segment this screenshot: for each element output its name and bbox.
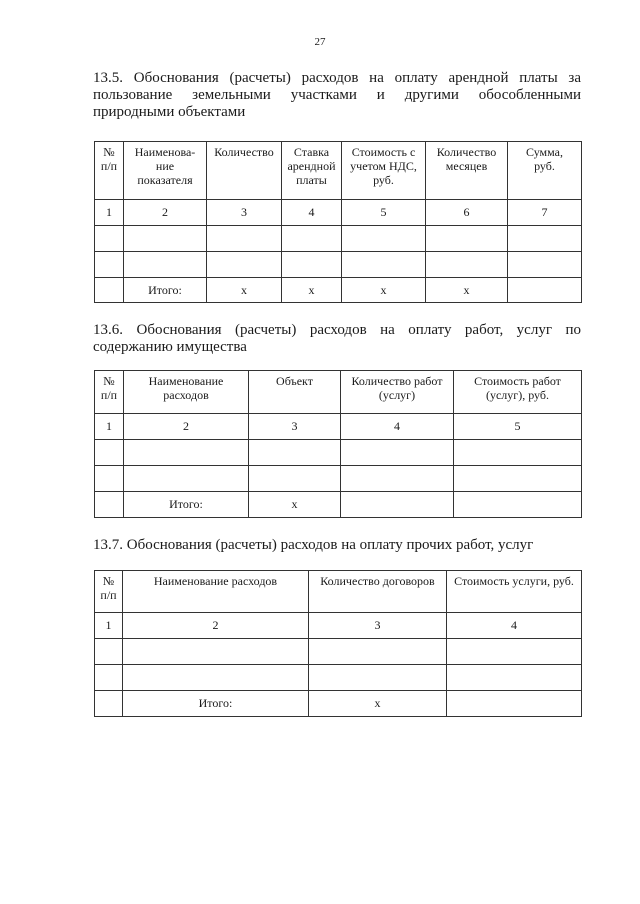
- table-index-row: [95, 200, 582, 226]
- empty-cell: [426, 252, 508, 278]
- total-cell: x: [282, 278, 342, 303]
- table-index-row: [95, 613, 582, 639]
- empty-cell: [309, 639, 447, 665]
- total-cell: x: [309, 691, 447, 717]
- total-cell: [508, 278, 582, 303]
- header-cell: Количество работ (услуг): [341, 371, 454, 414]
- header-cell: Стоимость с учетом НДС, руб.: [342, 142, 426, 200]
- empty-cell: [447, 665, 582, 691]
- total-cell: [454, 492, 582, 518]
- table-total-row: [95, 492, 582, 518]
- section-13-6-heading: 13.6. Обоснования (расчеты) расходов на оплату работ, услуг по содержанию имущества: [93, 322, 581, 355]
- empty-cell: [454, 440, 582, 466]
- empty-cell: [282, 252, 342, 278]
- table-row: [95, 252, 582, 278]
- table-row: [95, 226, 582, 252]
- empty-cell: [207, 252, 282, 278]
- header-cell: Объект: [249, 371, 341, 414]
- total-cell: x: [426, 278, 508, 303]
- header-cell: Количество месяцев: [426, 142, 508, 200]
- total-cell: [341, 492, 454, 518]
- table-row: [95, 665, 582, 691]
- empty-cell: [341, 440, 454, 466]
- empty-cell: [282, 226, 342, 252]
- table-header-row: [95, 371, 582, 414]
- index-cell: 4: [341, 414, 454, 440]
- table-index-row: [95, 414, 582, 440]
- empty-cell: [207, 226, 282, 252]
- empty-cell: [123, 639, 309, 665]
- total-label: Итого:: [123, 691, 309, 717]
- total-cell: [95, 691, 123, 717]
- empty-cell: [95, 665, 123, 691]
- empty-cell: [447, 639, 582, 665]
- empty-cell: [454, 466, 582, 492]
- index-cell: 5: [342, 200, 426, 226]
- empty-cell: [342, 226, 426, 252]
- table-total-row: [95, 691, 582, 717]
- total-label: Итого:: [124, 492, 249, 518]
- index-cell: 1: [95, 414, 124, 440]
- empty-cell: [124, 252, 207, 278]
- index-cell: 2: [123, 613, 309, 639]
- empty-cell: [95, 226, 124, 252]
- table-13-6: [94, 370, 582, 518]
- section-13-5-heading: 13.5. Обоснования (расчеты) расходов на оплату арендной платы за пользование земельными участками и другими обособленными природными объектами: [93, 70, 581, 120]
- empty-cell: [123, 665, 309, 691]
- header-cell: Наименова- ние показателя: [124, 142, 207, 200]
- index-cell: 2: [124, 414, 249, 440]
- header-cell: № п/п: [95, 571, 123, 613]
- table-header-row: [95, 571, 582, 613]
- total-cell: x: [249, 492, 341, 518]
- empty-cell: [124, 226, 207, 252]
- index-cell: 1: [95, 613, 123, 639]
- empty-cell: [341, 466, 454, 492]
- page-number: 27: [314, 36, 326, 48]
- header-cell: Наименование расходов: [123, 571, 309, 613]
- empty-cell: [95, 639, 123, 665]
- header-cell: Количество: [207, 142, 282, 200]
- header-cell: № п/п: [95, 142, 124, 200]
- empty-cell: [249, 466, 341, 492]
- empty-cell: [508, 252, 582, 278]
- index-cell: 3: [309, 613, 447, 639]
- empty-cell: [95, 252, 124, 278]
- index-cell: 5: [454, 414, 582, 440]
- table-total-row: [95, 278, 582, 303]
- table-row: [95, 639, 582, 665]
- empty-cell: [124, 440, 249, 466]
- empty-cell: [342, 252, 426, 278]
- table-header-row: [95, 142, 582, 200]
- index-cell: 2: [124, 200, 207, 226]
- header-cell: Ставка арендной платы: [282, 142, 342, 200]
- index-cell: 7: [508, 200, 582, 226]
- total-cell: [95, 278, 124, 303]
- table-row: [95, 466, 582, 492]
- index-cell: 6: [426, 200, 508, 226]
- header-cell: Стоимость работ (услуг), руб.: [454, 371, 582, 414]
- total-cell: [95, 492, 124, 518]
- table-13-5: [94, 141, 582, 303]
- header-cell: № п/п: [95, 371, 124, 414]
- total-cell: x: [207, 278, 282, 303]
- table-13-7: [94, 570, 582, 717]
- empty-cell: [95, 466, 124, 492]
- index-cell: 4: [447, 613, 582, 639]
- empty-cell: [309, 665, 447, 691]
- index-cell: 3: [249, 414, 341, 440]
- header-cell: Сумма, руб.: [508, 142, 582, 200]
- empty-cell: [249, 440, 341, 466]
- empty-cell: [124, 466, 249, 492]
- index-cell: 3: [207, 200, 282, 226]
- index-cell: 1: [95, 200, 124, 226]
- total-label: Итого:: [124, 278, 207, 303]
- table-row: [95, 440, 582, 466]
- total-cell: [447, 691, 582, 717]
- empty-cell: [508, 226, 582, 252]
- header-cell: Количество договоров: [309, 571, 447, 613]
- index-cell: 4: [282, 200, 342, 226]
- section-13-7-heading: 13.7. Обоснования (расчеты) расходов на оплату прочих работ, услуг: [93, 537, 534, 553]
- header-cell: Наименование расходов: [124, 371, 249, 414]
- empty-cell: [426, 226, 508, 252]
- header-cell: Стоимость услуги, руб.: [447, 571, 582, 613]
- empty-cell: [95, 440, 124, 466]
- total-cell: x: [342, 278, 426, 303]
